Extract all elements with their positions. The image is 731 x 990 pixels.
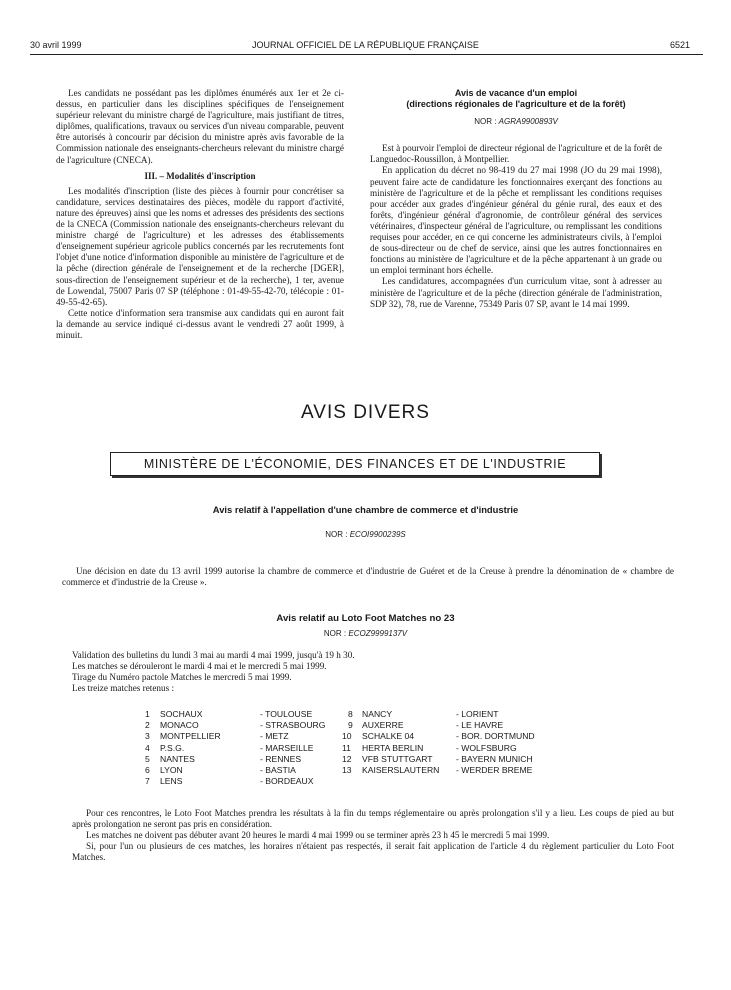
chambre-text: Une décision en date du 13 avril 1999 autorise la chambre de commerce et d'industrie de Guéret et de la Creuse à prendre la dénomination de « chambre de commerce et d'industrie de la Creuse ». <box>62 566 674 588</box>
right-para-1: Est à pourvoir l'emploi de directeur régional de l'agriculture et de la forêt de Languedoc-Roussillon, à Montpellier. <box>370 143 662 165</box>
chambre-nor: NOR : ECOI9900239S <box>325 530 406 539</box>
section-title: III. – Modalités d'inscription <box>144 170 256 181</box>
left-para-2: Les modalités d'inscription (liste des pièces à fournir pour concrétiser sa candidature, services destinataires des pièces, modèle du rapport d'activité, nature des épreuves) ainsi que les noms et adresses des présidents des sections de la CNECA (Commission nationale des enseignants-chercheurs relevant du ministre chargé de l'agriculture) et les adresses des établissements d'enseignement supérieur agricole publics concernés par les recrutements font l'objet d'une notice d'information disponible au ministère de l'agriculture et de la pêche (direction générale de l'enseignement et de la recherche [DGER], sous-direction de l'enseignement supérieur et de la recherche), 1 ter, avenue de Lowendal, 75007 Paris 07 SP (téléphone : 01-49-55-42-70, télécopie : 01-49-55-42-65). <box>56 185 344 307</box>
chambre-text-block <box>62 566 674 588</box>
page-number: 6521 <box>670 40 691 50</box>
left-para-1: Les candidats ne possédant pas les diplômes énumérés aux 1er et 2e ci-dessus, en particulier dans les disciplines spécifiques de l'enseignement supérieur relevant du ministre chargé de l'agriculture, mais justifiant de titres, diplômes, qualifications, travaux ou services d'un niveau comparable, peuvent être autorisés à concourir par décision du ministre après avis favorable de la Commission nationale des enseignants-chercheurs relevant du ministre chargé de l'agriculture (CNECA). <box>56 88 344 165</box>
right-para-3: Les candidatures, accompagnées d'un curriculum vitae, sont à adresser au ministère de l'agriculture et de la pêche (direction générale de l'administration, SDP 32), 78, rue de Varenne, 75349 Paris 07 SP, avant le 14 mai 1999. <box>370 276 662 309</box>
header-date: 30 avril 1999 <box>30 40 82 50</box>
loto-rules <box>72 808 674 863</box>
vacancy-title-2: (directions régionales de l'agriculture et de la forêt) <box>406 99 626 110</box>
ministry-box <box>110 452 600 476</box>
vacancy-nor: NOR : AGRA9900893V <box>474 117 558 127</box>
loto-line-1: Validation des bulletins du lundi 3 mai au mardi 4 mai 1999, jusqu'à 19 h 30. <box>72 650 355 660</box>
chambre-title: Avis relatif à l'appellation d'une chambre de commerce et d'industrie <box>212 504 519 515</box>
loto-para-1: Pour ces rencontres, le Loto Foot Matches prendra les résultats à la fin du temps réglementaire ou après prolongation s'il y a lieu. Les coups de pied au but après prolongation ne seront pas pris en considération. <box>72 808 674 830</box>
ministry-title: MINISTÈRE DE L'ÉCONOMIE, DES FINANCES ET DE L'INDUSTRIE <box>143 457 567 471</box>
chambre-nor-code: ECOI9900239S <box>349 530 406 539</box>
journal-title: JOURNAL OFFICIEL DE LA RÉPUBLIQUE FRANÇAISE <box>252 40 479 50</box>
loto-nor-code: ECOZ9999137V <box>348 629 408 638</box>
loto-line-3: Tirage du Numéro pactole Matches le mercredi 5 mai 1999. <box>72 672 292 683</box>
left-para-3: Cette notice d'information sera transmise aux candidats qui en auront fait la demande au service indiqué ci-dessus avant le vendredi 27 août 1999, à minuit. <box>56 307 344 340</box>
right-column <box>370 88 662 310</box>
loto-line-4: Les treize matches retenus : <box>72 683 175 694</box>
loto-title: Avis relatif au Loto Foot Matches no 23 <box>276 613 455 624</box>
loto-para-3: Si, pour l'un ou plusieurs de ces matches, les horaires n'étaient pas respectés, il serait fait application de l'article 4 du règlement particulier du Loto Foot Matches. <box>72 841 674 863</box>
loto-intro <box>72 650 672 694</box>
left-column <box>56 88 344 341</box>
loto-para-2: Les matches ne doivent pas débuter avant 20 heures le mardi 4 mai 1999 ou se terminer après 23 h 45 le mercredi 5 mai 1999. <box>86 830 550 841</box>
loto-line-2: Les matches se dérouleront le mardi 4 mai et le mercredi 5 mai 1999. <box>72 661 327 672</box>
right-para-2: En application du décret no 98-419 du 27 mai 1998 (JO du 29 mai 1998), peuvent faire acte de candidature les fonctionnaires exerçant des fonctions au ministère de l'agriculture et de la pêche et remplissant les conditions requises pour accéder aux grades d'ingénieur général du génie rural, des eaux et des forêts, d'ingénieur général d'agronomie, de contrôleur général des services vétérinaires, d'inspecteur général de l'agriculture, ou remplissant les conditions requises pour accéder, en ce qui concerne les administrateurs civils, à l'emploi de sous-directeur ou de chef de service, ainsi que les autres fonctionnaires en fonctions au ministère de l'agriculture et de la pêche appartenant à un grade ou un emploi terminant hors échelle. <box>370 165 662 276</box>
vacancy-nor-code: AGRA9900893V <box>498 117 558 127</box>
avis-divers-heading: AVIS DIVERS <box>301 402 430 423</box>
vacancy-title-1: Avis de vacance d'un emploi <box>454 88 578 98</box>
header-rule <box>30 54 703 55</box>
loto-nor: NOR : ECOZ9999137V <box>323 629 408 638</box>
